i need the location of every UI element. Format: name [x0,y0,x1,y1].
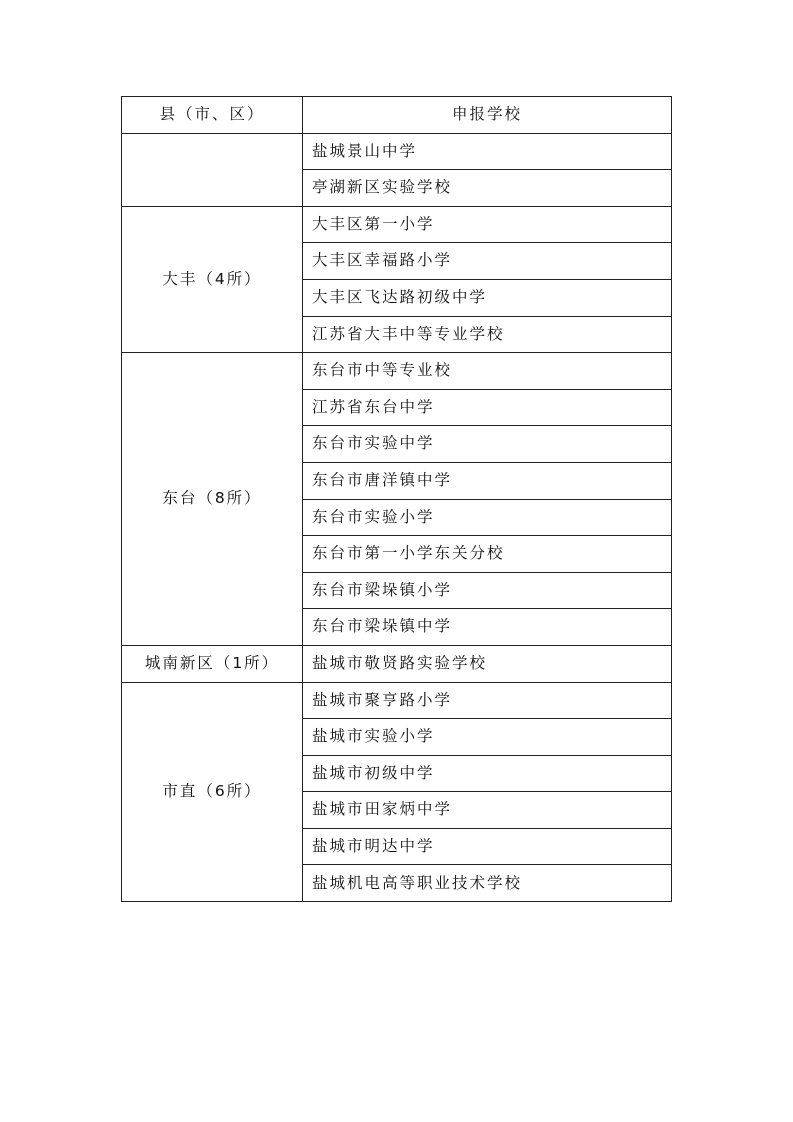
school-cell: 亭湖新区实验学校 [303,170,672,207]
table-header-row [122,97,672,134]
table-row [122,133,672,170]
school-cell: 盐城市实验小学 [303,719,672,756]
school-cell: 大丰区幸福路小学 [303,243,672,280]
school-cell: 大丰区飞达路初级中学 [303,279,672,316]
table-row [122,206,672,243]
school-cell: 盐城景山中学 [303,133,672,170]
school-cell: 盐城市初级中学 [303,755,672,792]
county-cell: 东台（8所） [122,353,303,646]
school-cell: 东台市第一小学东关分校 [303,536,672,573]
county-column-header: 县（市、区） [122,97,303,134]
school-cell: 盐城市田家炳中学 [303,792,672,829]
county-cell: 城南新区（1所） [122,645,303,682]
school-cell: 盐城市敬贤路实验学校 [303,645,672,682]
school-cell: 东台市唐洋镇中学 [303,462,672,499]
school-cell: 盐城市聚亨路小学 [303,682,672,719]
school-cell: 东台市中等专业校 [303,353,672,390]
county-cell: 市直（6所） [122,682,303,902]
school-cell: 东台市实验中学 [303,426,672,463]
school-cell: 东台市梁垛镇小学 [303,572,672,609]
table-row [122,645,672,682]
school-cell: 盐城机电高等职业技术学校 [303,865,672,902]
school-cell: 江苏省东台中学 [303,389,672,426]
county-cell [122,133,303,206]
table-row [122,682,672,719]
school-cell: 大丰区第一小学 [303,206,672,243]
school-cell: 江苏省大丰中等专业学校 [303,316,672,353]
table-row [122,353,672,390]
school-column-header: 申报学校 [303,97,672,134]
school-list-table [121,96,672,902]
school-cell: 东台市实验小学 [303,499,672,536]
county-cell: 大丰（4所） [122,206,303,352]
school-cell: 东台市梁垛镇中学 [303,609,672,646]
school-cell: 盐城市明达中学 [303,828,672,865]
